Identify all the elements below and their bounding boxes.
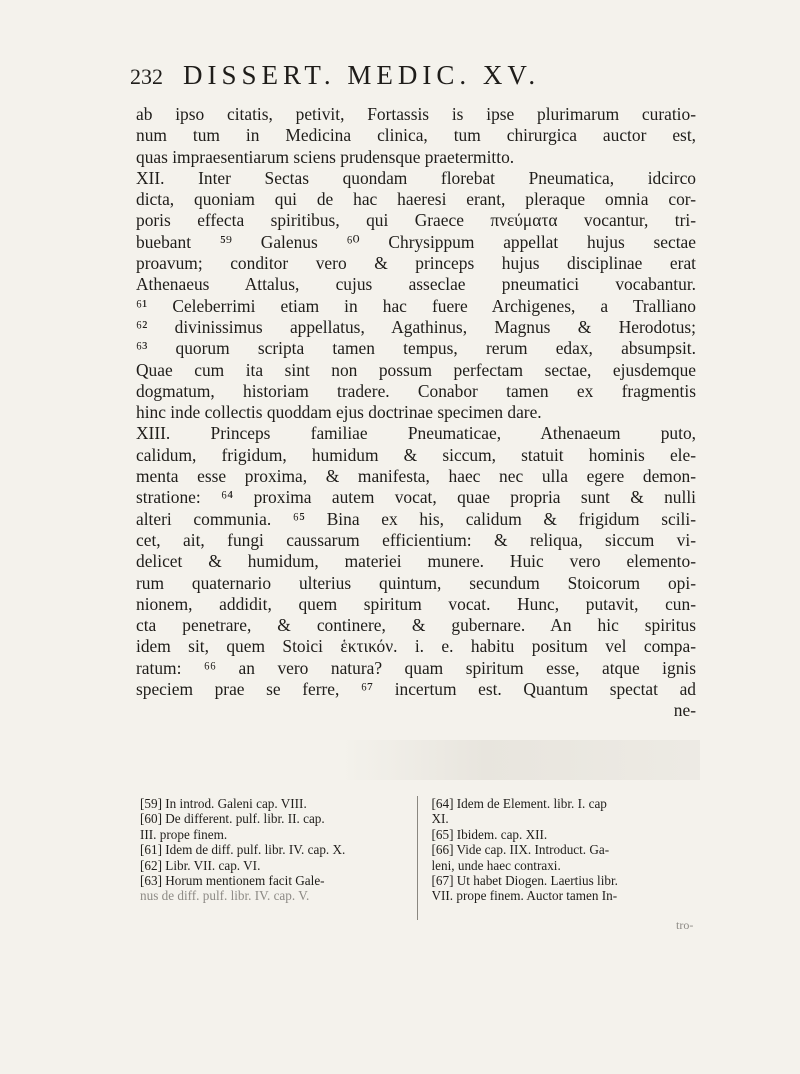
footnotes: [140, 796, 700, 920]
show-through-smudge: [340, 740, 700, 780]
text-line: Athenaeus Attalus, cujus asseclae pneumatici vocabantur.: [136, 274, 696, 295]
text-line: quas impraesentiarum sciens prudensque praetermitto.: [136, 146, 515, 167]
text-line: hinc inde collectis quoddam ejus doctrinae specimen dare.: [136, 402, 542, 423]
text-line: speciem prae se ferre, ⁶⁷ incertum est. Quantum spectat ad: [136, 679, 696, 700]
text-line: poris effecta spiritibus, qui Graece πνεύματα vocantur, tri-: [136, 210, 696, 231]
footnote-line: [63] Horum mentionem facit Gale-: [140, 872, 325, 888]
text-line: proavum; conditor vero & princeps hujus disciplinae erat: [136, 253, 696, 274]
catchword: ne-: [673, 700, 696, 721]
page-header: [130, 60, 670, 96]
page-number: 232: [130, 64, 163, 89]
footnote-catchword: tro-: [676, 918, 694, 932]
text-line: delicet & humidum, materiei munere. Huic vero elemento-: [136, 551, 696, 572]
footnote-line: nus de diff. pulf. libr. IV. cap. V.: [140, 888, 310, 904]
text-line: cet, ait, fungi caussarum efficientium: & reliqua, siccum vi-: [136, 529, 696, 550]
text-line: rum quaternario ulterius quintum, secundum Stoicorum opi-: [136, 572, 696, 593]
section-start-line: XIII. Princeps familiae Pneumaticae, Athenaeum puto,: [136, 423, 696, 444]
text-line: num tum in Medicina clinica, tum chirurgica auctor est,: [136, 125, 696, 146]
footnote-line: VII. prope finem. Auctor tamen In-: [431, 888, 618, 904]
footnote-line: [67] Ut habet Diogen. Laertius libr.: [431, 872, 618, 888]
text-line: stratione: ⁶⁴ proxima autem vocat, quae propria sunt & nulli: [136, 487, 696, 508]
footnotes-right-column: [418, 796, 701, 920]
text-line: idem sit, quem Stoici ἑκτικόν. i. e. habitu positum vel compa-: [136, 636, 696, 657]
text-line: nionem, addidit, quem spiritum vocat. Hunc, putavit, cun-: [136, 593, 696, 614]
text-line: alteri communia. ⁶⁵ Bina ex his, calidum & frigidum scili-: [136, 508, 696, 529]
footnote-line: [65] Ibidem. cap. XII.: [431, 826, 548, 842]
main-text: [136, 104, 696, 722]
text-line: ab ipso citatis, petivit, Fortassis is ipse plurimarum curatio-: [136, 104, 696, 124]
text-line: dicta, quoniam qui de hac haeresi erant, pleraque omnia cor-: [136, 189, 696, 210]
footnote-line: [61] Idem de diff. pulf. libr. IV. cap. X.: [140, 842, 346, 858]
text-line: calidum, frigidum, humidum & siccum, statuit hominis ele-: [136, 444, 696, 465]
text-line: ⁶¹ Celeberrimi etiam in hac fuere Archigenes, a Tralliano: [136, 295, 696, 316]
footnote-line: [64] Idem de Element. libr. I. cap: [431, 796, 607, 811]
footnote-line: leni, unde haec contraxi.: [431, 857, 561, 873]
text-line: ratum: ⁶⁶ an vero natura? quam spiritum esse, atque ignis: [136, 657, 696, 678]
footnote-line: XI.: [431, 811, 449, 827]
footnote-line: [62] Libr. VII. cap. VI.: [140, 857, 261, 873]
text-line: buebant ⁵⁹ Galenus ⁶⁰ Chrysippum appellat hujus sectae: [136, 231, 696, 252]
running-head: DISSERT. MEDIC. XV.: [183, 60, 541, 90]
text-line: dogmatum, historiam tradere. Conabor tamen ex fragmentis: [136, 380, 696, 401]
footnote-line: [60] De different. pulf. libr. II. cap.: [140, 811, 325, 827]
text-line: cta penetrare, & continere, & gubernare. An hic spiritus: [136, 615, 696, 636]
text-line: ⁶² divinissimus appellatus, Agathinus, Magnus & Herodotus;: [136, 316, 696, 337]
footnote-line: [59] In introd. Galeni cap. VIII.: [140, 796, 307, 811]
section-start-line: XII. Inter Sectas quondam florebat Pneumatica, idcirco: [136, 167, 696, 188]
text-line: ⁶³ quorum scripta tamen tempus, rerum edax, absumpsit.: [136, 338, 696, 359]
footnote-line: [66] Vide cap. IIX. Introduct. Ga-: [431, 842, 610, 858]
footnotes-left-column: [140, 796, 418, 920]
footnote-line: III. prope finem.: [140, 826, 228, 842]
text-line: Quae cum ita sint non possum perfectam sectae, ejusdemque: [136, 359, 696, 380]
text-line: menta esse proxima, & manifesta, haec nec ulla egere demon-: [136, 466, 696, 487]
